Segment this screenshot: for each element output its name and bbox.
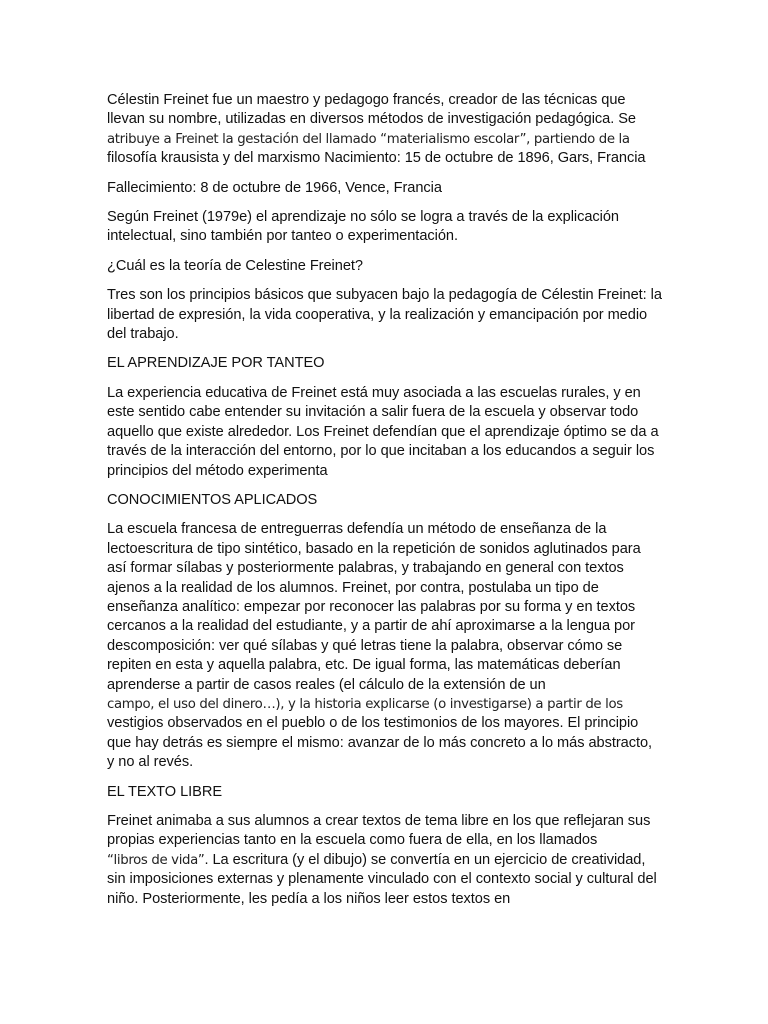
paragraph-escuela-francesa — [107, 520, 663, 772]
escuela-text-part-1: La escuela francesa de entreguerras defendía un método de enseñanza de la lectoescritura de tipo sintético, basado en la repetición de sonidos aglutinados para así formar sílabas y posteriormente palabras, y trabajando en general con textos ajenos a la realidad de los alumnos. Freinet, por contra, postulaba un tipo de enseñanza analítico: empezar por reconocer las palabras por su forma y en textos cercanos a la realidad del estudiante, y a partir de ahí aproximarse a la lengua por descomposición: ver qué sílabas y qué letras tiene la palabra, observar cómo se repiten en esta y aquella palabra, etc. De igual forma, las matemáticas deberían aprenderse a partir de casos reales (el cálculo de la extensión de un — [107, 521, 641, 693]
intro-text-part-2: atribuye a Freinet la gestación del llamado “materialismo escolar”, partiendo de la — [107, 131, 630, 147]
escuela-text-part-3: vestigios observados en el pueblo o de los testimonios de los mayores. El principio que hay detrás es siempre el mismo: avanzar de lo más concreto a lo más abstracto, y no al revés. — [107, 715, 653, 771]
paragraph-question: ¿Cuál es la teoría de Celestine Freinet? — [107, 257, 363, 274]
texto-libre-part-2: “libros de vida” — [107, 852, 205, 868]
paragraph-death: Fallecimiento: 8 de octubre de 1966, Vence, Francia — [107, 179, 442, 196]
document-body — [107, 91, 663, 919]
texto-libre-part-1: Freinet animaba a sus alumnos a crear textos de tema libre en los que reflejaran sus propias experiencias tanto en la escuela como fuera de ella, en los llamados — [107, 813, 651, 849]
texto-libre-part-3: . La escritura (y el dibujo) se convertía en un ejercicio de creatividad, sin imposiciones externas y plenamente vinculado con el contexto social y cultural del niño. Posteriormente, les pedía a los niños leer estos textos en — [107, 851, 657, 907]
intro-text-part-3: filosofía krausista y del marxismo Nacimiento: 15 de octubre de 1896, Gars, Francia — [107, 150, 646, 167]
heading-conocimientos-aplicados: CONOCIMIENTOS APLICADOS — [107, 491, 318, 508]
paragraph-experiencia: La experiencia educativa de Freinet está muy asociada a las escuelas rurales, y en este sentido cabe entender su invitación a salir fuera de la escuela y observar todo aquello que existe alrededor. Los Freinet defendían que el aprendizaje óptimo se da a través de la interacción del entorno, por lo que incitaban a los educandos a seguir los principios del método experimenta — [107, 384, 659, 479]
paragraph-texto-libre — [107, 812, 663, 909]
paragraph-learning: Según Freinet (1979e) el aprendizaje no sólo se logra a través de la explicación intelectual, sino también por tanteo o experimentación. — [107, 209, 619, 245]
intro-text-part-1: Célestin Freinet fue un maestro y pedagogo francés, creador de las técnicas que llevan su nombre, utilizadas en diversos métodos de investigación pedagógica. Se — [107, 92, 636, 128]
heading-aprendizaje-por-tanteo: EL APRENDIZAJE POR TANTEO — [107, 355, 325, 372]
heading-texto-libre: EL TEXTO LIBRE — [107, 783, 223, 800]
paragraph-principles: Tres son los principios básicos que subyacen bajo la pedagogía de Célestin Freinet: la libertad de expresión, la vida cooperativa, y la realización y emancipación por medio del trabajo. — [107, 287, 662, 343]
escuela-text-part-2: campo, el uso del dinero…), y la historia explicarse (o investigarse) a partir de los — [107, 696, 623, 712]
paragraph-intro — [107, 91, 663, 169]
